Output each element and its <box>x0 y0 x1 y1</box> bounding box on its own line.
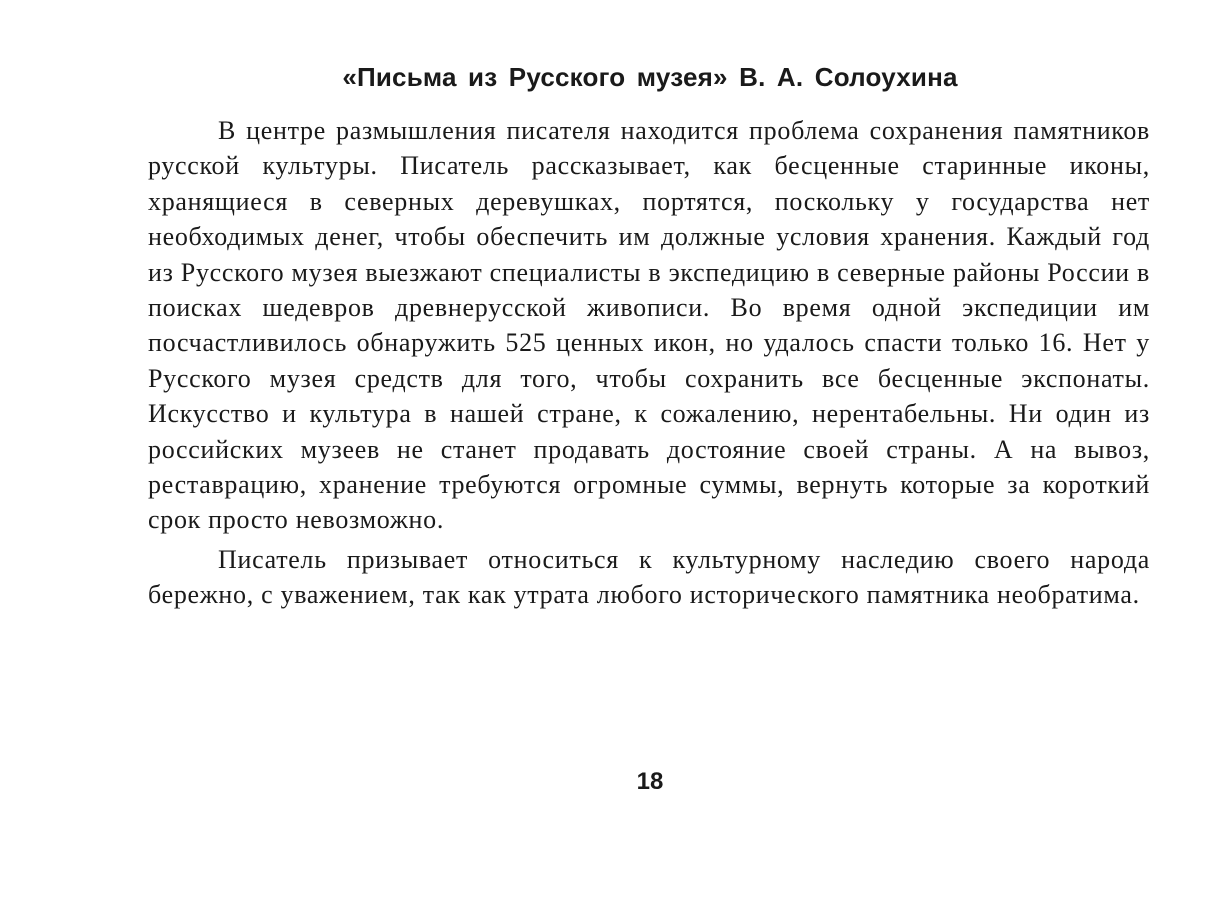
page-title: «Письма из Русского музея» В. А. Солоухина <box>342 62 958 92</box>
page-number: 18 <box>636 768 664 795</box>
body-text <box>148 113 1150 613</box>
paragraph-2: Писатель призывает относиться к культурному наследию своего народа бережно, с уважением, так как утрата любого исторического памятника необратима. <box>148 544 1150 610</box>
paragraph-1: В центре размышления писателя находится проблема сохранения памятников русской культуры. Писатель рассказывает, как бесценные старинные иконы, хранящиеся в северных деревушках, портятся, поскольку у государства нет необходимых денег, чтобы обеспечить им должные условия хранения. Каждый год из Русского музея выезжают специалисты в экспедицию в северные районы России в поисках шедевров древнерусской живописи. Во время одной экспедиции им посчастливилось обнаружить 525 ценных икон, но удалось спасти только 16. Нет у Русского музея средств для того, чтобы сохранить все бесценные экспонаты. Искусство и культура в нашей стране, к сожалению, нерентабельны. Ни один из российских музеев не станет продавать достояние своей страны. А на вывоз, реставрацию, хранение требуются огромные суммы, вернуть которые за короткий срок просто невозможно. <box>148 116 1150 535</box>
